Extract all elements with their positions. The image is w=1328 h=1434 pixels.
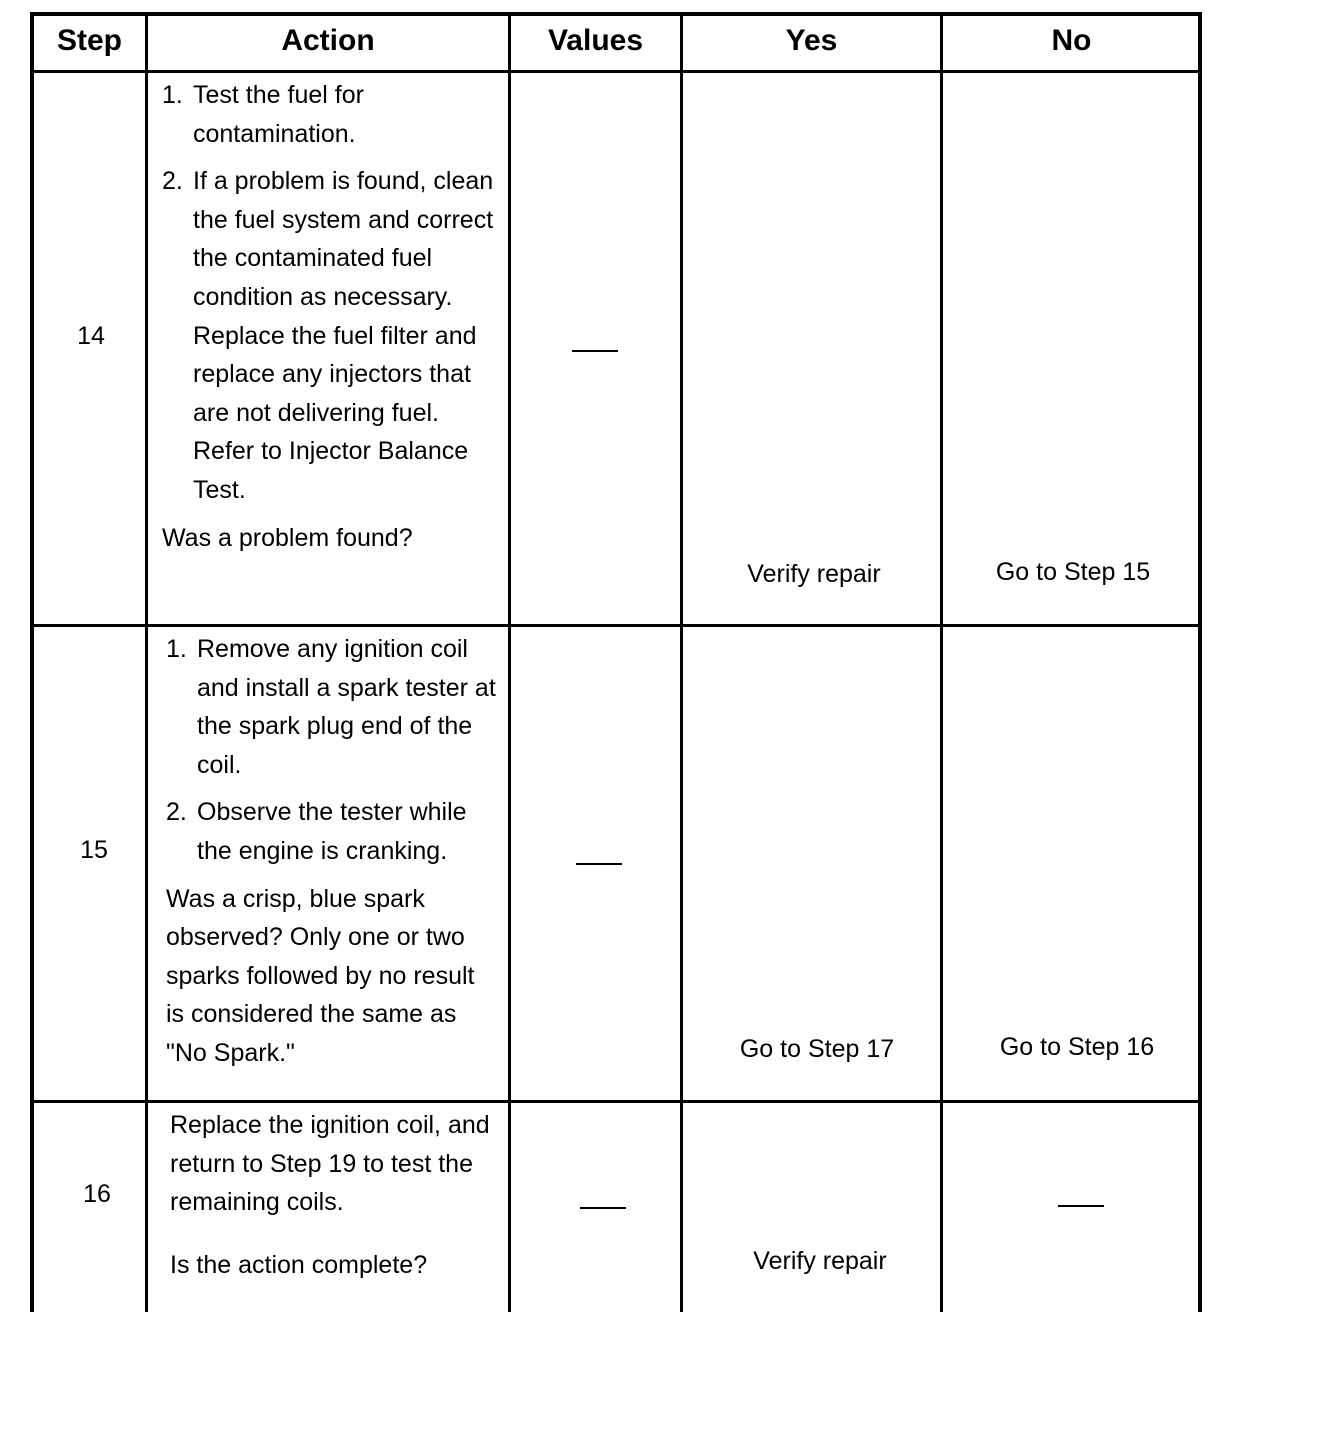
- header-values: Values: [547, 24, 644, 57]
- column-divider: [145, 16, 148, 1312]
- no-result: Go to Step 15: [995, 558, 1151, 586]
- action-item: 1. Test the fuel for contamination.: [162, 81, 364, 148]
- header-row-divider: [34, 70, 1198, 73]
- step-number: 16: [83, 1180, 111, 1208]
- header-no: No: [1051, 24, 1092, 57]
- header-yes: Yes: [785, 24, 838, 57]
- step-number: 14: [77, 322, 105, 350]
- yes-result: Verify repair: [753, 1247, 887, 1275]
- empty-value-dash: [1058, 1205, 1104, 1207]
- row-divider: [34, 1100, 1198, 1103]
- column-divider: [680, 16, 683, 1312]
- empty-value-dash: [576, 863, 622, 865]
- action-item: 2. If a problem is found, clean the fuel system and correct the contaminated fuel condition as necessary. Replace the fuel filter and replace any injectors that are not delivering fuel. Refer to Injector Balance Test.: [162, 167, 494, 504]
- yes-result: Verify repair: [747, 560, 881, 588]
- step-number: 15: [80, 836, 108, 864]
- action-cell: [170, 1106, 510, 1284]
- empty-value-dash: [572, 350, 618, 352]
- action-text: Replace the ignition coil, and return to Step 19 to test the remaining coils.: [170, 1111, 490, 1217]
- action-question: Was a crisp, blue spark observed? Only one or two sparks followed by no result is considered the same as "No Spark.": [166, 884, 475, 1067]
- action-item: 2. Observe the tester while the engine is cranking.: [166, 798, 467, 865]
- empty-value-dash: [580, 1207, 626, 1209]
- action-question: Is the action complete?: [170, 1250, 428, 1279]
- action-item: 1. Remove any ignition coil and install a spark tester at the spark plug end of the coil.: [166, 635, 496, 779]
- action-cell: [166, 630, 506, 1073]
- header-step: Step: [56, 24, 122, 57]
- action-cell: [162, 76, 502, 557]
- action-question: Was a problem found?: [162, 523, 413, 552]
- row-divider: [34, 624, 1198, 627]
- header-action: Action: [281, 24, 375, 57]
- column-divider: [940, 16, 943, 1312]
- yes-result: Go to Step 17: [739, 1035, 895, 1063]
- no-result: Go to Step 16: [999, 1033, 1155, 1061]
- diagnostic-table: [30, 12, 1202, 1312]
